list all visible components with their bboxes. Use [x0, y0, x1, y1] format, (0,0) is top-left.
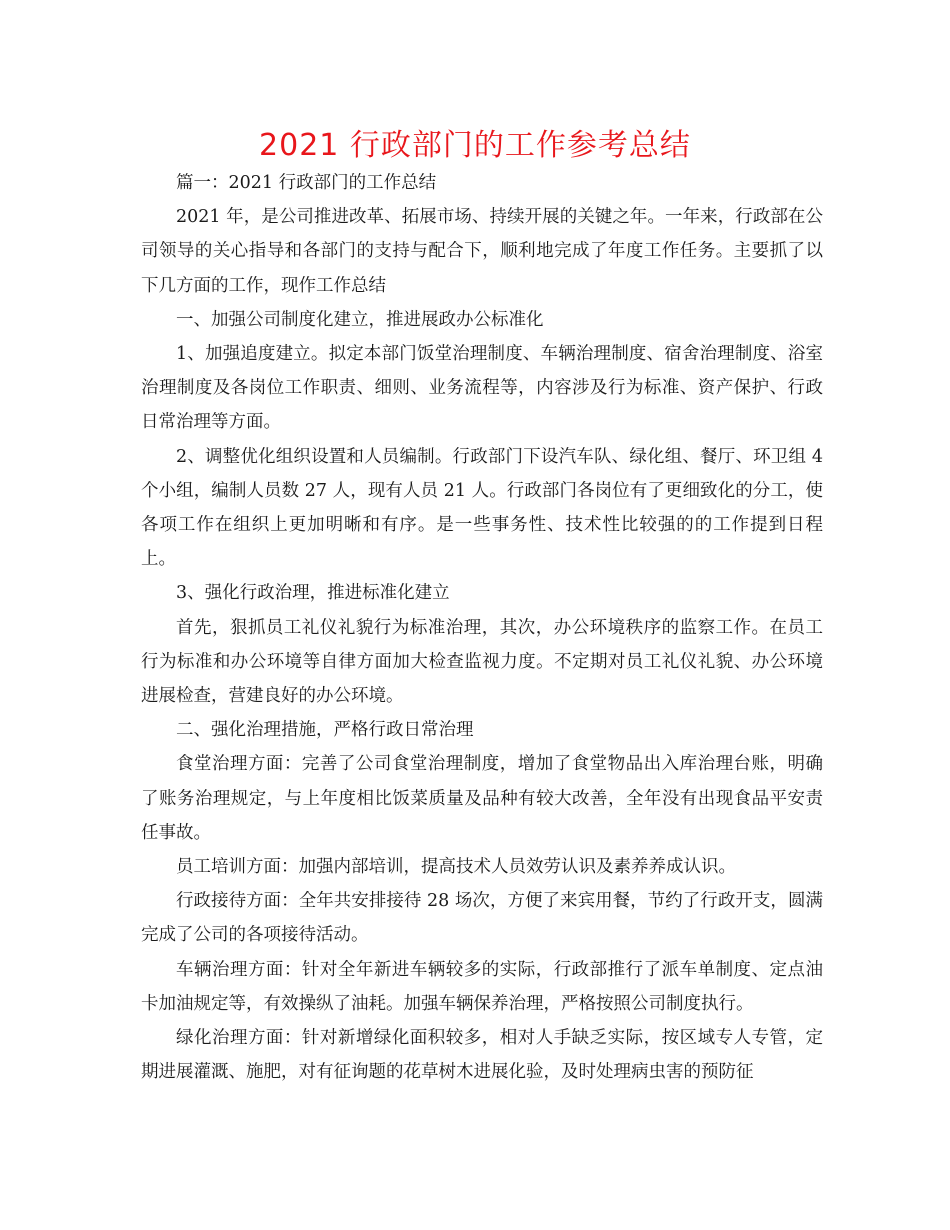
paragraph: 1、加强追度建立。拟定本部门饭堂治理制度、车辆治理制度、宿舍治理制度、浴室治理制度及各岗位工作职责、细则、业务流程等，内容涉及行为标准、资产保护、行政日常治理等方面。 [141, 344, 823, 433]
paragraph: 行政接待方面：全年共安排接待 28 场次，方便了来宾用餐，节约了行政开支，圆满完成了公司的各项接待活动。 [141, 891, 823, 946]
document-body [141, 166, 823, 1089]
paragraph: 2021 年，是公司推进改革、拓展市场、持续开展的关键之年。一年来，行政部在公司领导的关心指导和各部门的支持与配合下，顺利地完成了年度工作任务。主要抓了以下几方面的工作，现作工作总结 [141, 207, 823, 296]
paragraph: 员工培训方面：加强内部培训，提高技术人员效劳认识及素养养成认识。 [176, 857, 736, 878]
subsection-heading: 3、强化行政治理，推进标准化建立 [176, 583, 450, 604]
paragraph: 绿化治理方面：针对新增绿化面积较多，相对人手缺乏实际，按区域专人专管，定期进展灌溉、施肥，对有征询题的花草树木进展化验，及时处理病虫害的预防征 [141, 1028, 823, 1083]
paragraph: 篇一：2021 行政部门的工作总结 [176, 173, 437, 193]
document-title: 2021 行政部门的工作参考总结 [259, 128, 691, 163]
section-heading: 二、强化治理措施，严格行政日常治理 [176, 720, 474, 741]
paragraph: 首先，狠抓员工礼仪礼貌行为标准治理，其次，办公环境秩序的监察工作。在员工行为标准和办公环境等自律方面加大检查监视力度。不定期对员工礼仪礼貌、办公环境进展检查，营建良好的办公环境。 [141, 617, 823, 707]
paragraph: 车辆治理方面：针对全年新进车辆较多的实际，行政部推行了派车单制度、定点油卡加油规定等，有效操纵了油耗。加强车辆保养治理，严格按照公司制度执行。 [141, 959, 823, 1014]
paragraph: 食堂治理方面：完善了公司食堂治理制度，增加了食堂物品出入库治理台账，明确了账务治理规定，与上年度相比饭菜质量及品种有较大改善，全年没有出现食品平安责任事故。 [141, 754, 823, 843]
paragraph: 2、调整优化组织设置和人员编制。行政部门下设汽车队、绿化组、餐厅、环卫组 4 个小组，编制人员数 27 人，现有人员 21 人。行政部门各岗位有了更细致化的分工，使各项工作在组织上更加明晰和有序。是一些事务性、技术性比较强的的工作提到日程上。 [141, 446, 823, 570]
section-heading: 一、加强公司制度化建立，推进展政办公标准化 [176, 309, 544, 330]
